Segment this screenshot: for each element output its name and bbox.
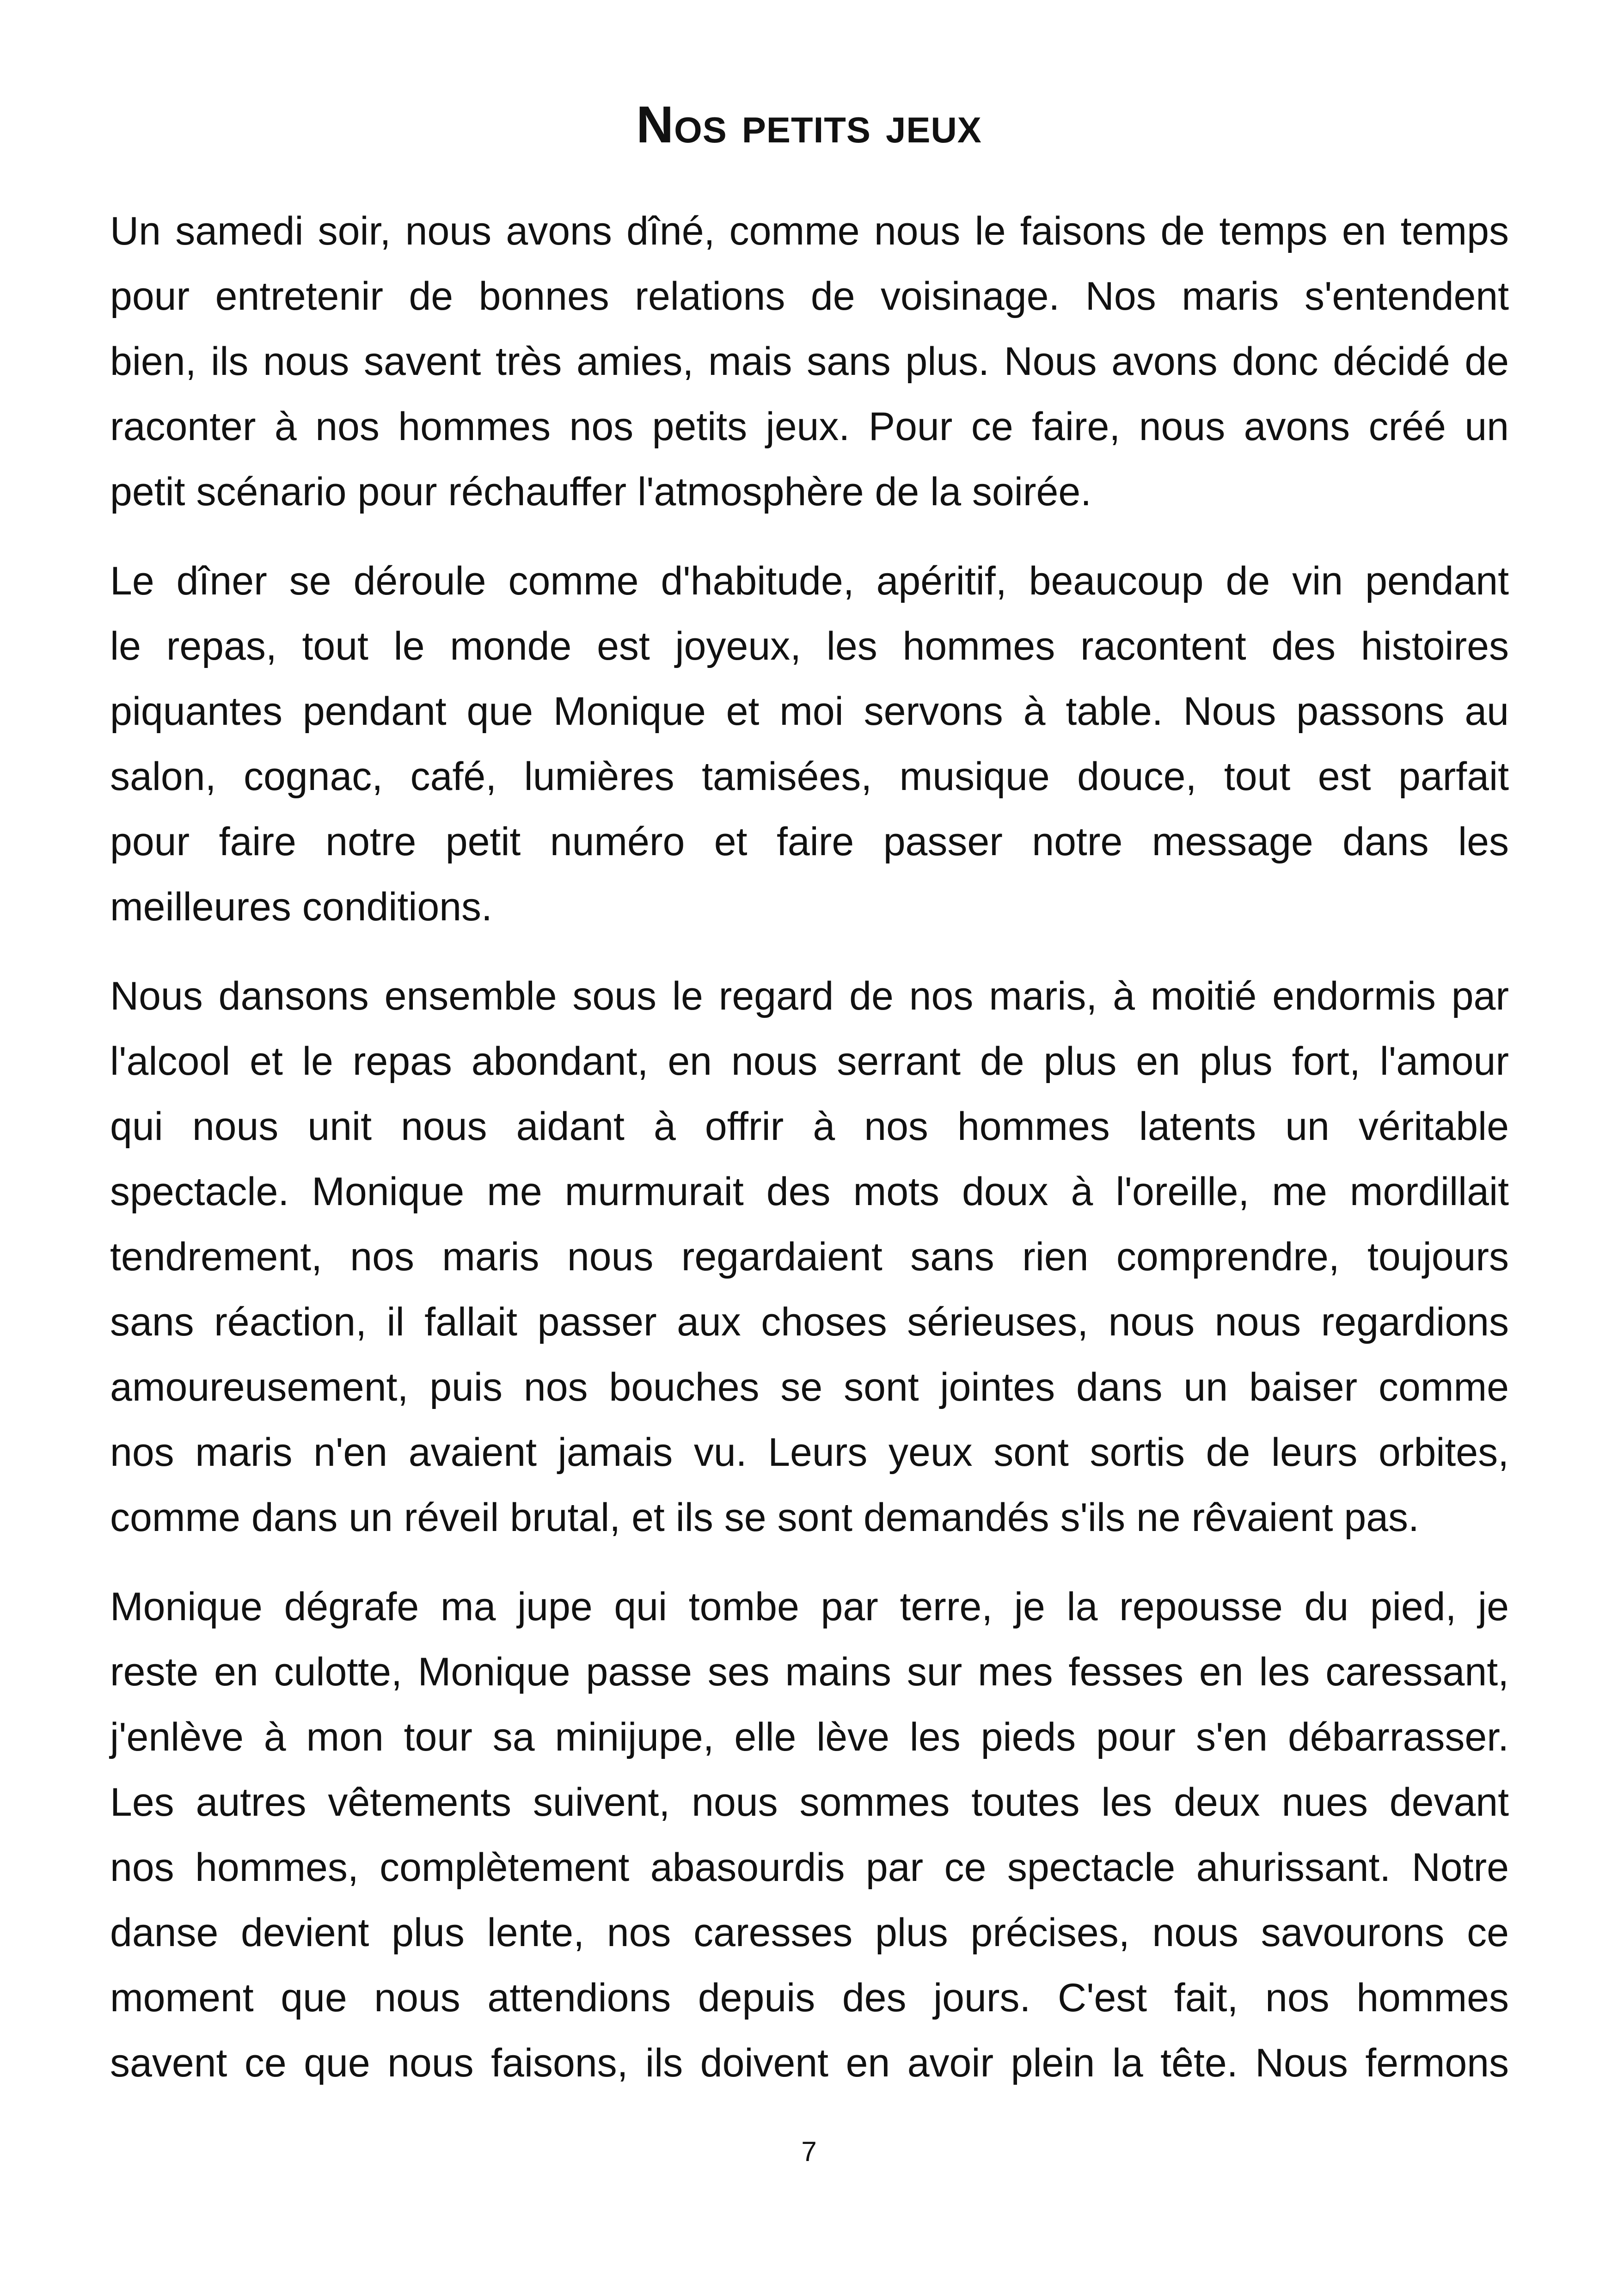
text-line: savent ce que nous faisons, ils doivent en avoir plein la tête. Nous fermons <box>110 2041 1509 2085</box>
text-line: salon, cognac, café, lumières tamisées, musique douce, tout est parfait <box>110 754 1509 799</box>
text-line: moment que nous attendions depuis des jours. C'est fait, nos hommes <box>110 1976 1509 2020</box>
paragraph-3 <box>110 964 1509 1550</box>
text-line: amoureusement, puis nos bouches se sont jointes dans un baiser comme <box>110 1365 1509 1409</box>
page-number: 7 <box>801 2136 817 2167</box>
paragraph-1 <box>110 199 1509 525</box>
text-line: l'alcool et le repas abondant, en nous serrant de plus en plus fort, l'amour <box>110 1039 1509 1084</box>
text-line: sans réaction, il fallait passer aux choses sérieuses, nous nous regardions <box>110 1300 1509 1344</box>
text-line: nos maris n'en avaient jamais vu. Leurs yeux sont sortis de leurs orbites, <box>110 1430 1509 1475</box>
text-line: bien, ils nous savent très amies, mais sans plus. Nous avons donc décidé de <box>110 339 1509 384</box>
text-line: reste en culotte, Monique passe ses mains sur mes fesses en les caressant, <box>110 1650 1509 1694</box>
text-line: comme dans un réveil brutal, et ils se sont demandés s'ils ne rêvaient pas. <box>110 1495 1419 1540</box>
text-line: j'enlève à mon tour sa minijupe, elle lève les pieds pour s'en débarrasser. <box>110 1715 1509 1759</box>
paragraph-2 <box>110 549 1509 940</box>
text-line: Monique dégrafe ma jupe qui tombe par terre, je la repousse du pied, je <box>110 1585 1509 1629</box>
text-line: Les autres vêtements suivent, nous sommes toutes les deux nues devant <box>110 1780 1509 1825</box>
text-line: Le dîner se déroule comme d'habitude, apéritif, beaucoup de vin pendant <box>110 559 1509 603</box>
title-initial: N <box>636 96 674 153</box>
text-line: qui nous unit nous aidant à offrir à nos hommes latents un véritable <box>110 1104 1509 1149</box>
text-line: pour entretenir de bonnes relations de voisinage. Nos maris s'entendent <box>110 274 1509 318</box>
text-line: piquantes pendant que Monique et moi servons à table. Nous passons au <box>110 689 1509 734</box>
page-title <box>0 88 1618 164</box>
text-line: raconter à nos hommes nos petits jeux. Pour ce faire, nous avons créé un <box>110 404 1509 449</box>
text-line: nos hommes, complètement abasourdis par ce spectacle ahurissant. Notre <box>110 1845 1509 1890</box>
text-line: petit scénario pour réchauffer l'atmosphère de la soirée. <box>110 470 1092 514</box>
text-line: meilleures conditions. <box>110 885 492 929</box>
text-line: Nous dansons ensemble sous le regard de nos maris, à moitié endormis par <box>110 974 1509 1018</box>
text-line: tendrement, nos maris nous regardaient sans rien comprendre, toujours <box>110 1235 1509 1279</box>
text-line: Un samedi soir, nous avons dîné, comme nous le faisons de temps en temps <box>110 209 1509 253</box>
text-line: pour faire notre petit numéro et faire passer notre message dans les <box>110 820 1509 864</box>
text-line: spectacle. Monique me murmurait des mots doux à l'oreille, me mordillait <box>110 1169 1509 1214</box>
paragraph-4 <box>110 1574 1509 2096</box>
text-line: le repas, tout le monde est joyeux, les hommes racontent des histoires <box>110 624 1509 668</box>
body-text <box>110 199 1509 2120</box>
title-rest: os petits jeux <box>674 96 982 153</box>
text-line: danse devient plus lente, nos caresses plus précises, nous savourons ce <box>110 1910 1509 1955</box>
